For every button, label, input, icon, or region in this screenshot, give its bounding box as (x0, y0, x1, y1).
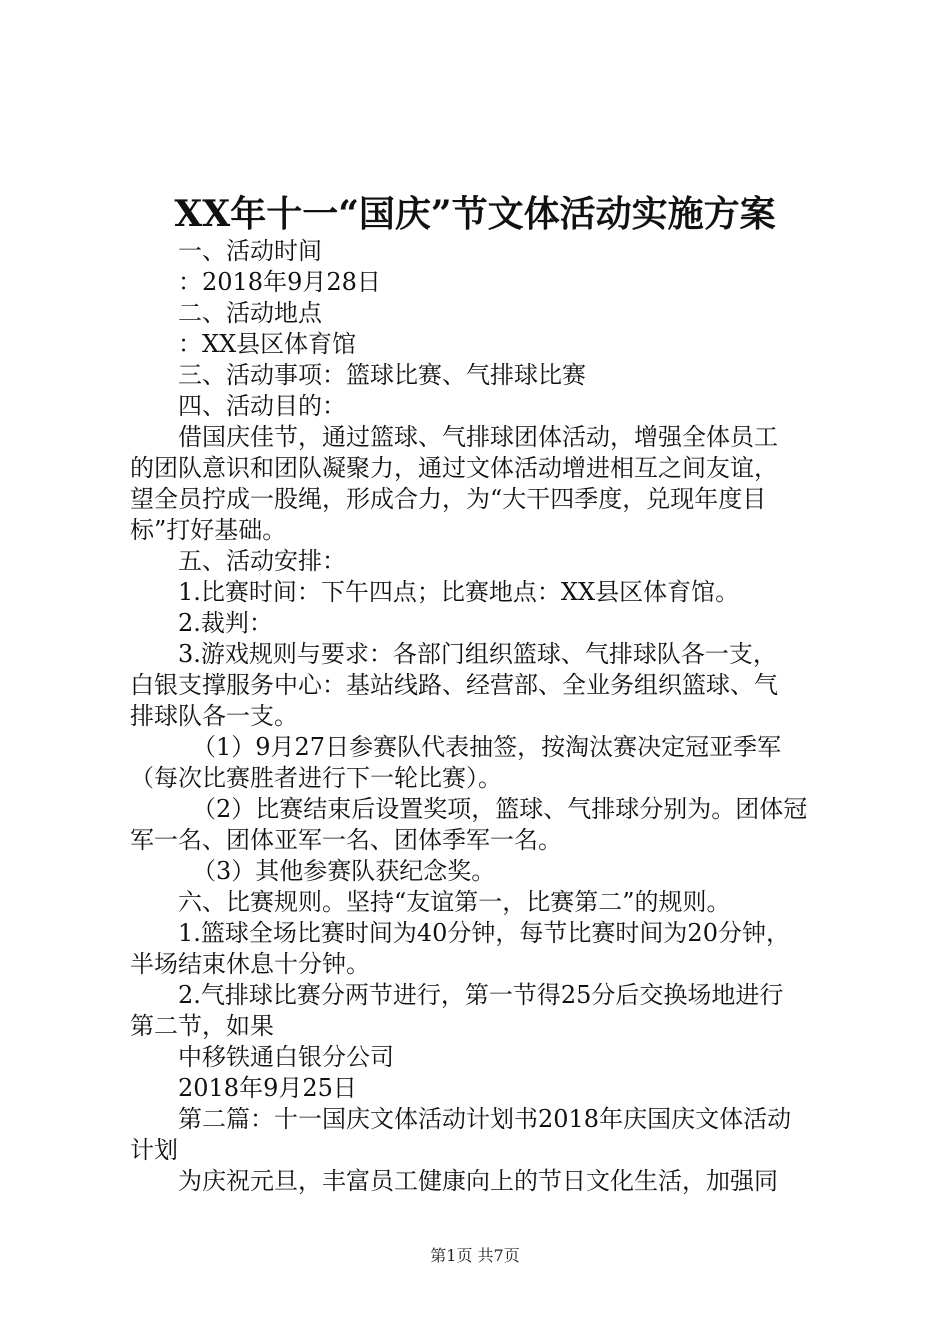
text-line: 四、活动目的： (178, 392, 346, 420)
text-line: 排球队各一支。 (130, 702, 298, 730)
text-line: 五、活动安排： (178, 547, 346, 575)
text-line: （1）9月27日参赛队代表抽签，按淘汰赛决定冠亚季军 (192, 733, 782, 761)
text-line: 1.比赛时间：下午四点；比赛地点：XX县区体育馆。 (178, 578, 740, 606)
text-line: 第二节，如果 (130, 1012, 274, 1040)
text-line: 三、活动事项：篮球比赛、气排球比赛 (178, 361, 586, 389)
text-line: （2）比赛结束后设置奖项，篮球、气排球分别为。团体冠 (192, 795, 808, 823)
text-line: ：2018年9月28日 (178, 268, 381, 296)
document-title: XX年十一“国庆”节文体活动实施方案 (174, 193, 776, 235)
text-line: 白银支撑服务中心：基站线路、经营部、全业务组织篮球、气 (130, 671, 778, 699)
text-line: 望全员拧成一股绳，形成合力，为“大干四季度，兑现年度目 (130, 485, 767, 513)
text-line: 3.游戏规则与要求：各部门组织篮球、气排球队各一支， (178, 640, 777, 668)
text-line: 标”打好基础。 (130, 516, 287, 544)
text-line: 半场结束休息十分钟。 (130, 950, 370, 978)
text-line: （3）其他参赛队获纪念奖。 (192, 857, 496, 885)
text-line: 六、比赛规则。坚持“友谊第一，比赛第二”的规则。 (178, 888, 731, 916)
text-line: 为庆祝元旦，丰富员工健康向上的节日文化生活，加强同 (178, 1167, 778, 1195)
text-line: 2.裁判： (178, 609, 273, 637)
text-line: 借国庆佳节，通过篮球、气排球团体活动，增强全体员工 (178, 423, 778, 451)
text-line: （每次比赛胜者进行下一轮比赛）。 (130, 764, 502, 792)
document-body (130, 236, 835, 1197)
text-line: 军一名、团体亚军一名、团体季军一名。 (130, 826, 562, 854)
text-line: ：XX县区体育馆 (178, 330, 357, 358)
text-line: 2.气排球比赛分两节进行，第一节得25分后交换场地进行 (178, 981, 784, 1009)
text-line: 1.篮球全场比赛时间为40分钟，每节比赛时间为20分钟， (178, 919, 790, 947)
text-line: 的团队意识和团队凝聚力，通过文体活动增进相互之间友谊， (130, 454, 778, 482)
text-line: 2018年9月25日 (178, 1074, 357, 1102)
text-line: 中移铁通白银分公司 (178, 1043, 394, 1071)
page-footer: 第1页 共7页 (430, 1246, 520, 1265)
text-line: 计划 (130, 1136, 178, 1164)
text-line: 二、活动地点 (178, 299, 322, 327)
text-line: 一、活动时间 (178, 237, 322, 265)
text-line: 第二篇：十一国庆文体活动计划书2018年庆国庆文体活动 (178, 1105, 792, 1133)
